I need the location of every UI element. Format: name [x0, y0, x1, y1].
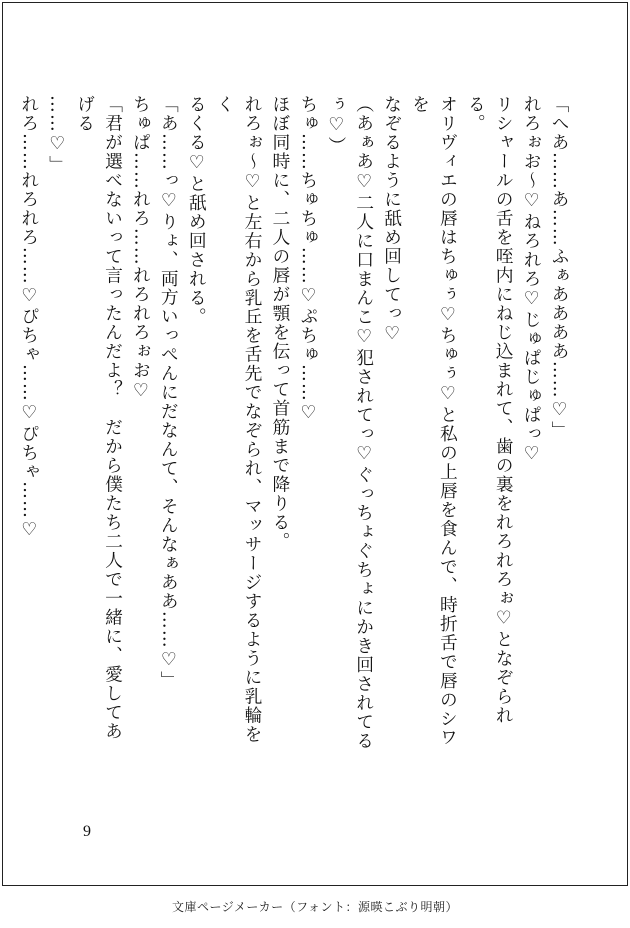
footer-credit: 文庫ページメーカー（フォント：源暎こぶり明朝） — [171, 900, 459, 914]
text-line: れろ……れろれろ……♡ぴちゃ……♡ぴちゃ……♡ — [18, 95, 40, 542]
text-line: 「君が選べないって言ったんだよ？ だから僕たち二人で一緒に、愛してあげる — [74, 95, 124, 741]
text-line: ちゅ……ちゅちゅ……♡ぷちゅ……♡ — [297, 95, 319, 425]
text-line: ……♡」 — [46, 95, 68, 175]
text-line: （あぁあ♡二人に口まんこ♡犯されてっ♡ぐっちょぐちょにかき回されてるぅ♡） — [325, 95, 375, 751]
vertical-body-text — [18, 95, 573, 755]
text-line: るくる♡と舐め回される。 — [186, 95, 208, 327]
text-line: リシャールの舌を咥内にねじ込まれて、歯の裏をれろれろぉ♡となぞられる。 — [465, 95, 515, 725]
text-line: れろぉお～♡ねろれろ♡じゅぱじゅぱっ♡ — [521, 95, 543, 466]
text-line: 「あ……っ♡りょ、両方いっぺんにだなんて、そんなぁああ……♡」 — [158, 95, 180, 691]
text-line: なぞるように舐め回してっ♡ — [381, 95, 403, 346]
text-line: 「へあ……あ……ふぁああああ……♡」 — [549, 95, 570, 440]
text-line: ほぼ同時に、二人の唇が顎を伝って首筋まで降りる。 — [269, 95, 291, 551]
text-line: オリヴィエの唇はちゅぅ♡ちゅぅ♡と私の上唇を食んで、時折舌で唇のシワを — [409, 95, 459, 748]
page-frame — [2, 2, 628, 886]
page-number: 9 — [83, 823, 91, 840]
text-line: ちゅぱ……れろ……れろれろぉお♡ — [130, 95, 152, 403]
text-line: れろぉ～♡と左右から乳丘を舌先でなぞられ、マッサージするように乳輪をく — [214, 95, 264, 744]
